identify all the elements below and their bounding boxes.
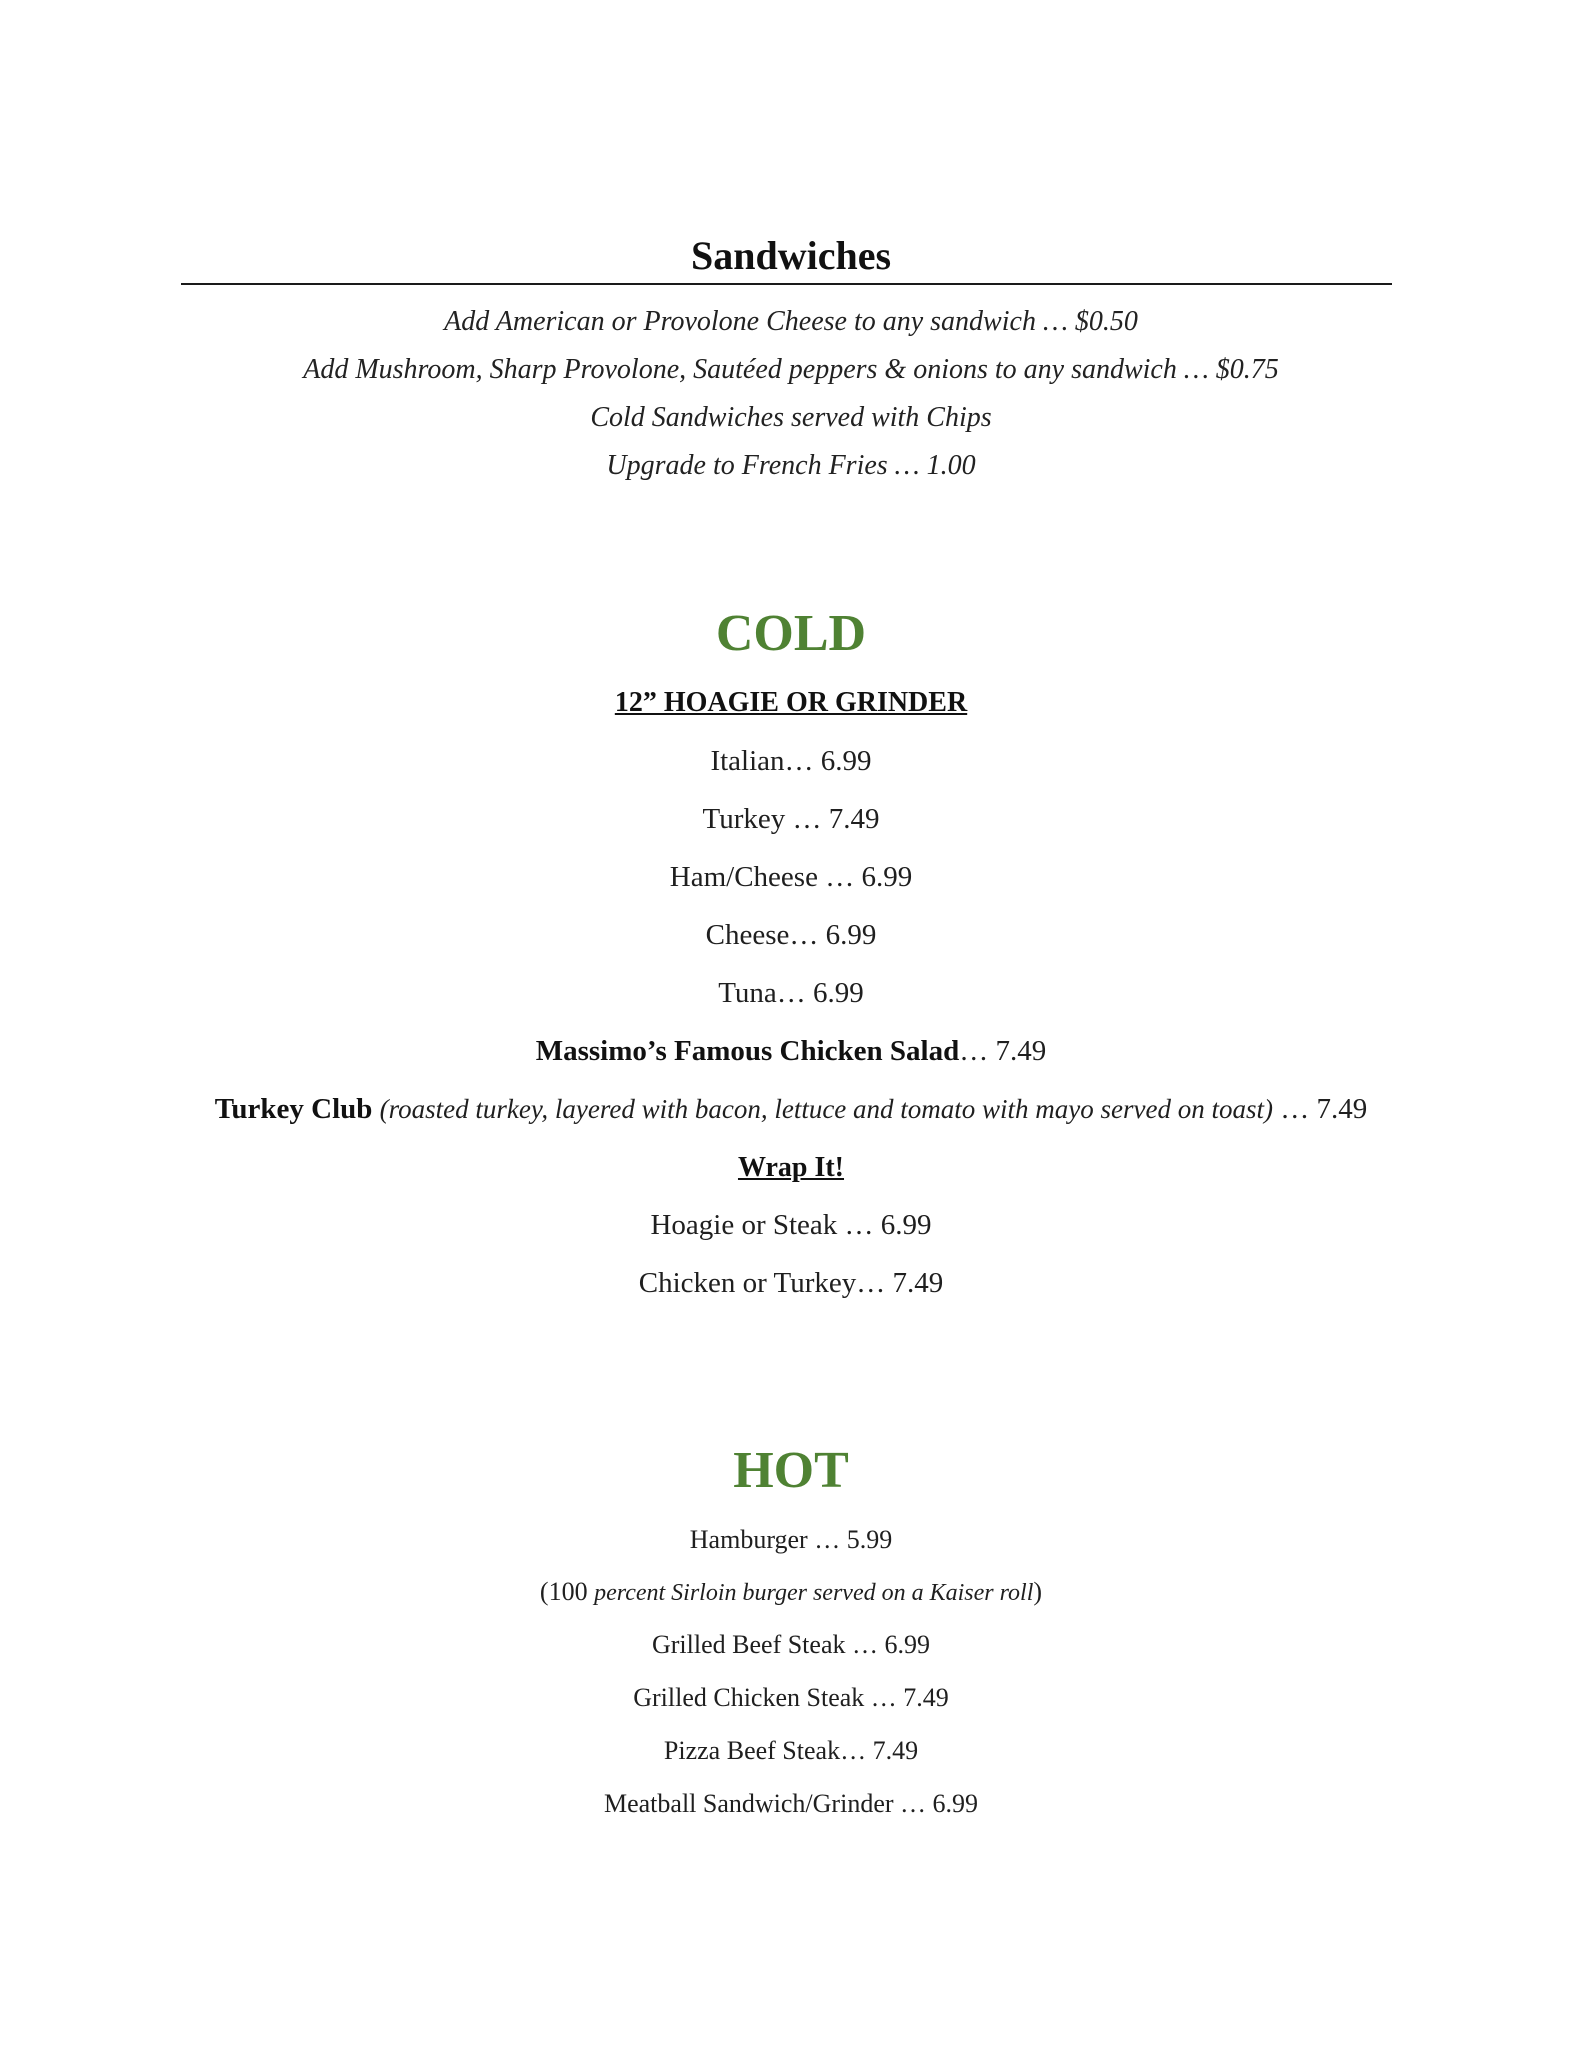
menu-item-ham-cheese: Ham/Cheese … 6.99 (669, 861, 913, 893)
hamburger-note-open: (100 (539, 1577, 595, 1606)
hamburger-note (0, 1577, 1582, 1607)
menu-item-tuna: Tuna… 6.99 (718, 977, 864, 1009)
turkey-club-price: … 7.49 (1280, 1093, 1368, 1125)
menu-item-hamburger: Hamburger … 5.99 (689, 1525, 893, 1554)
menu-item-grilled-beef-steak: Grilled Beef Steak … 6.99 (652, 1630, 930, 1659)
page-title: Sandwiches (690, 233, 892, 278)
menu-item-italian: Italian… 6.99 (710, 745, 872, 777)
note-fries: Upgrade to French Fries … 1.00 (606, 450, 976, 481)
chicken-salad-price: … 7.49 (959, 1035, 1047, 1067)
cold-heading: COLD (715, 605, 867, 662)
hamburger-note-text: percent Sirloin burger served on a Kaiser roll (594, 1580, 1034, 1606)
turkey-club-name: Turkey Club (214, 1093, 373, 1125)
menu-item-turkey: Turkey … 7.49 (702, 803, 880, 835)
menu-item-pizza-beef-steak: Pizza Beef Steak… 7.49 (663, 1736, 919, 1765)
wrap-heading: Wrap It! (737, 1152, 845, 1183)
title-divider (181, 283, 1392, 285)
menu-item-meatball-sandwich: Meatball Sandwich/Grinder … 6.99 (603, 1789, 979, 1818)
hot-heading: HOT (733, 1442, 849, 1499)
hoagie-subheading: 12” HOAGIE OR GRINDER (614, 687, 968, 718)
hamburger-note-close: ) (1033, 1577, 1043, 1606)
menu-item-hoagie-steak-wrap: Hoagie or Steak … 6.99 (650, 1209, 932, 1241)
chicken-salad-name: Massimo’s Famous Chicken Salad (535, 1035, 960, 1067)
turkey-club-description: (roasted turkey, layered with bacon, lettuce and tomato with mayo served on toast) (379, 1094, 1274, 1124)
menu-item-chicken-turkey-wrap: Chicken or Turkey… 7.49 (638, 1267, 944, 1299)
menu-item-turkey-club (0, 1093, 1582, 1126)
menu-item-cheese: Cheese… 6.99 (705, 919, 877, 951)
note-toppings: Add Mushroom, Sharp Provolone, Sautéed peppers & onions to any sandwich … $0.75 (303, 354, 1279, 385)
note-chips: Cold Sandwiches served with Chips (590, 402, 992, 433)
menu-item-chicken-salad (0, 1035, 1582, 1068)
menu-item-grilled-chicken-steak: Grilled Chicken Steak … 7.49 (633, 1683, 949, 1712)
note-cheese: Add American or Provolone Cheese to any sandwich … $0.50 (444, 306, 1138, 337)
